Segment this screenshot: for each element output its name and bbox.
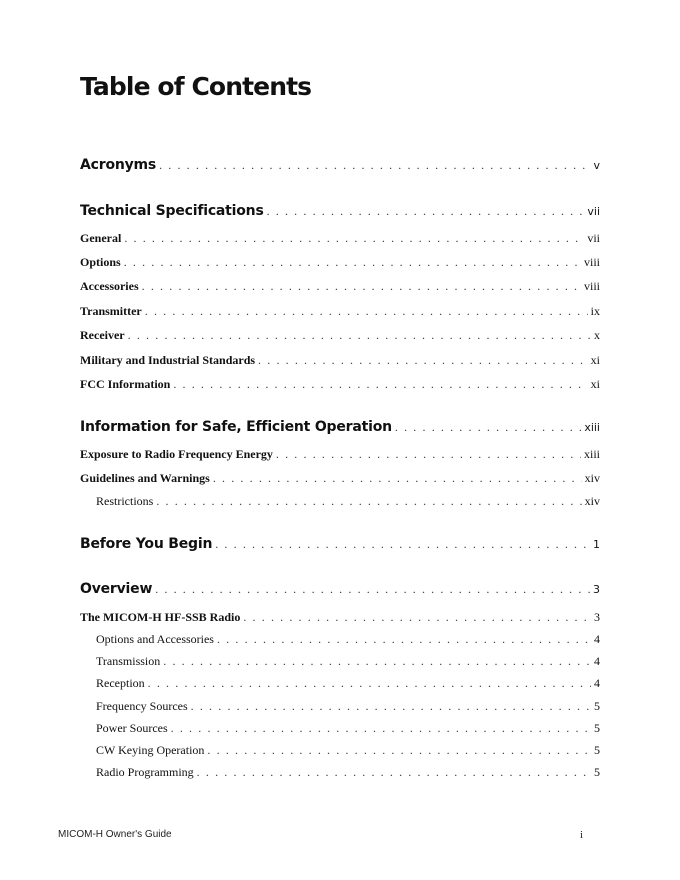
toc-entry-micom-radio[interactable] [80,610,600,625]
toc-entry-title: Technical Specifications [80,203,264,219]
toc-entry-title: Exposure to Radio Frequency Energy [80,447,273,461]
toc-entry-frequency-sources[interactable] [96,699,600,714]
toc-entry-title: Transmission [96,654,161,668]
toc-leader [213,471,582,486]
toc-leader [156,494,581,509]
toc-entry-transmission[interactable] [96,654,600,669]
toc-entry-title: FCC Information [80,377,171,391]
toc-leader [145,304,588,319]
toc-entry-title: Military and Industrial Standards [80,353,256,367]
toc-page-number: v [593,159,600,172]
toc-entry-title: Guidelines and Warnings [80,471,210,485]
toc-entry-title: Frequency Sources [96,699,188,713]
toc-page-number: xiv [584,494,600,508]
toc-entry-title: Power Sources [96,721,168,735]
toc-entry-title: Restrictions [96,494,154,508]
toc-leader [171,721,591,736]
toc-page-number: 5 [594,743,600,757]
toc-entry-title: Acronyms [80,157,157,173]
toc-leader [197,765,591,780]
footer-page-number: i [580,829,584,841]
toc-page-number: 3 [594,610,600,624]
toc-entry-general[interactable] [80,231,600,246]
toc-leader [267,204,585,219]
toc-leader [258,353,588,368]
toc-entry-power-sources[interactable] [96,721,600,736]
toc-leader [128,328,591,343]
toc-entry-title: Options [80,255,121,269]
toc-entry-options-accessories[interactable] [96,632,600,647]
toc-page-number: x [594,328,600,342]
toc-entry-receiver[interactable] [80,328,600,343]
toc-leader [124,231,584,246]
toc-entry-military-standards[interactable] [80,353,600,368]
toc-leader [395,420,581,435]
toc-leader [148,676,591,691]
toc-entry-restrictions[interactable] [96,494,600,509]
toc-entry-title: Reception [96,676,145,690]
footer-guide-name: MICOM-H Owner's Guide [58,829,172,840]
toc-entry-cw-keying[interactable] [96,743,600,758]
toc-entry-radio-programming[interactable] [96,765,600,780]
toc-entry-guidelines-warnings[interactable] [80,471,600,486]
page-title: Table of Contents [80,72,312,101]
toc-page-number: xiii [583,447,600,461]
toc-leader [215,537,590,552]
toc-entry-transmitter[interactable] [80,304,600,319]
toc-entry-accessories[interactable] [80,279,600,294]
toc-page-number: xiv [584,471,600,485]
toc-leader [217,632,591,647]
toc-entry-acronyms[interactable] [80,157,600,173]
toc-page-number: xi [590,377,600,391]
toc-leader [191,699,591,714]
toc-leader [243,610,591,625]
toc-leader [207,743,591,758]
toc-page-number: ix [590,304,600,318]
toc-leader [159,158,590,173]
toc-leader [276,447,581,462]
toc-entry-title: General [80,231,122,245]
toc-page-number: 5 [594,699,600,713]
toc-entry-title: Information for Safe, Efficient Operation [80,419,392,435]
toc-page-number: viii [583,279,600,293]
toc-page-number: 4 [594,654,600,668]
toc-entry-title: Before You Begin [80,536,213,552]
toc-page-number: 5 [594,721,600,735]
toc-page-number: 4 [594,676,600,690]
toc-page-number: vii [587,205,600,218]
toc-entry-title: Transmitter [80,304,142,318]
toc-leader [124,255,581,270]
toc-entry-technical-specifications[interactable] [80,203,600,219]
toc-page-number: xiii [584,421,600,434]
toc-page-number: 5 [594,765,600,779]
toc-entry-title: Receiver [80,328,125,342]
toc-leader [163,654,591,669]
toc-entry-safe-operation[interactable] [80,419,600,435]
toc-entry-title: The MICOM-H HF-SSB Radio [80,610,241,624]
toc-entry-fcc-information[interactable] [80,377,600,392]
toc-entry-overview[interactable] [80,581,600,597]
toc-leader [173,377,587,392]
toc-page-number: xi [590,353,600,367]
toc-page-number: vii [587,231,600,245]
toc-page-number: viii [583,255,600,269]
toc-page-number: 1 [593,538,600,551]
toc-entry-options[interactable] [80,255,600,270]
toc-entry-before-you-begin[interactable] [80,536,600,552]
toc-entry-title: CW Keying Operation [96,743,205,757]
toc-entry-title: Options and Accessories [96,632,214,646]
toc-entry-reception[interactable] [96,676,600,691]
toc-leader [155,582,590,597]
toc-entry-title: Overview [80,581,153,597]
toc-entry-rf-exposure[interactable] [80,447,600,462]
toc-page-number: 3 [593,583,600,596]
toc-page-number: 4 [594,632,600,646]
toc-entry-title: Radio Programming [96,765,194,779]
toc-leader [142,279,581,294]
toc-entry-title: Accessories [80,279,139,293]
